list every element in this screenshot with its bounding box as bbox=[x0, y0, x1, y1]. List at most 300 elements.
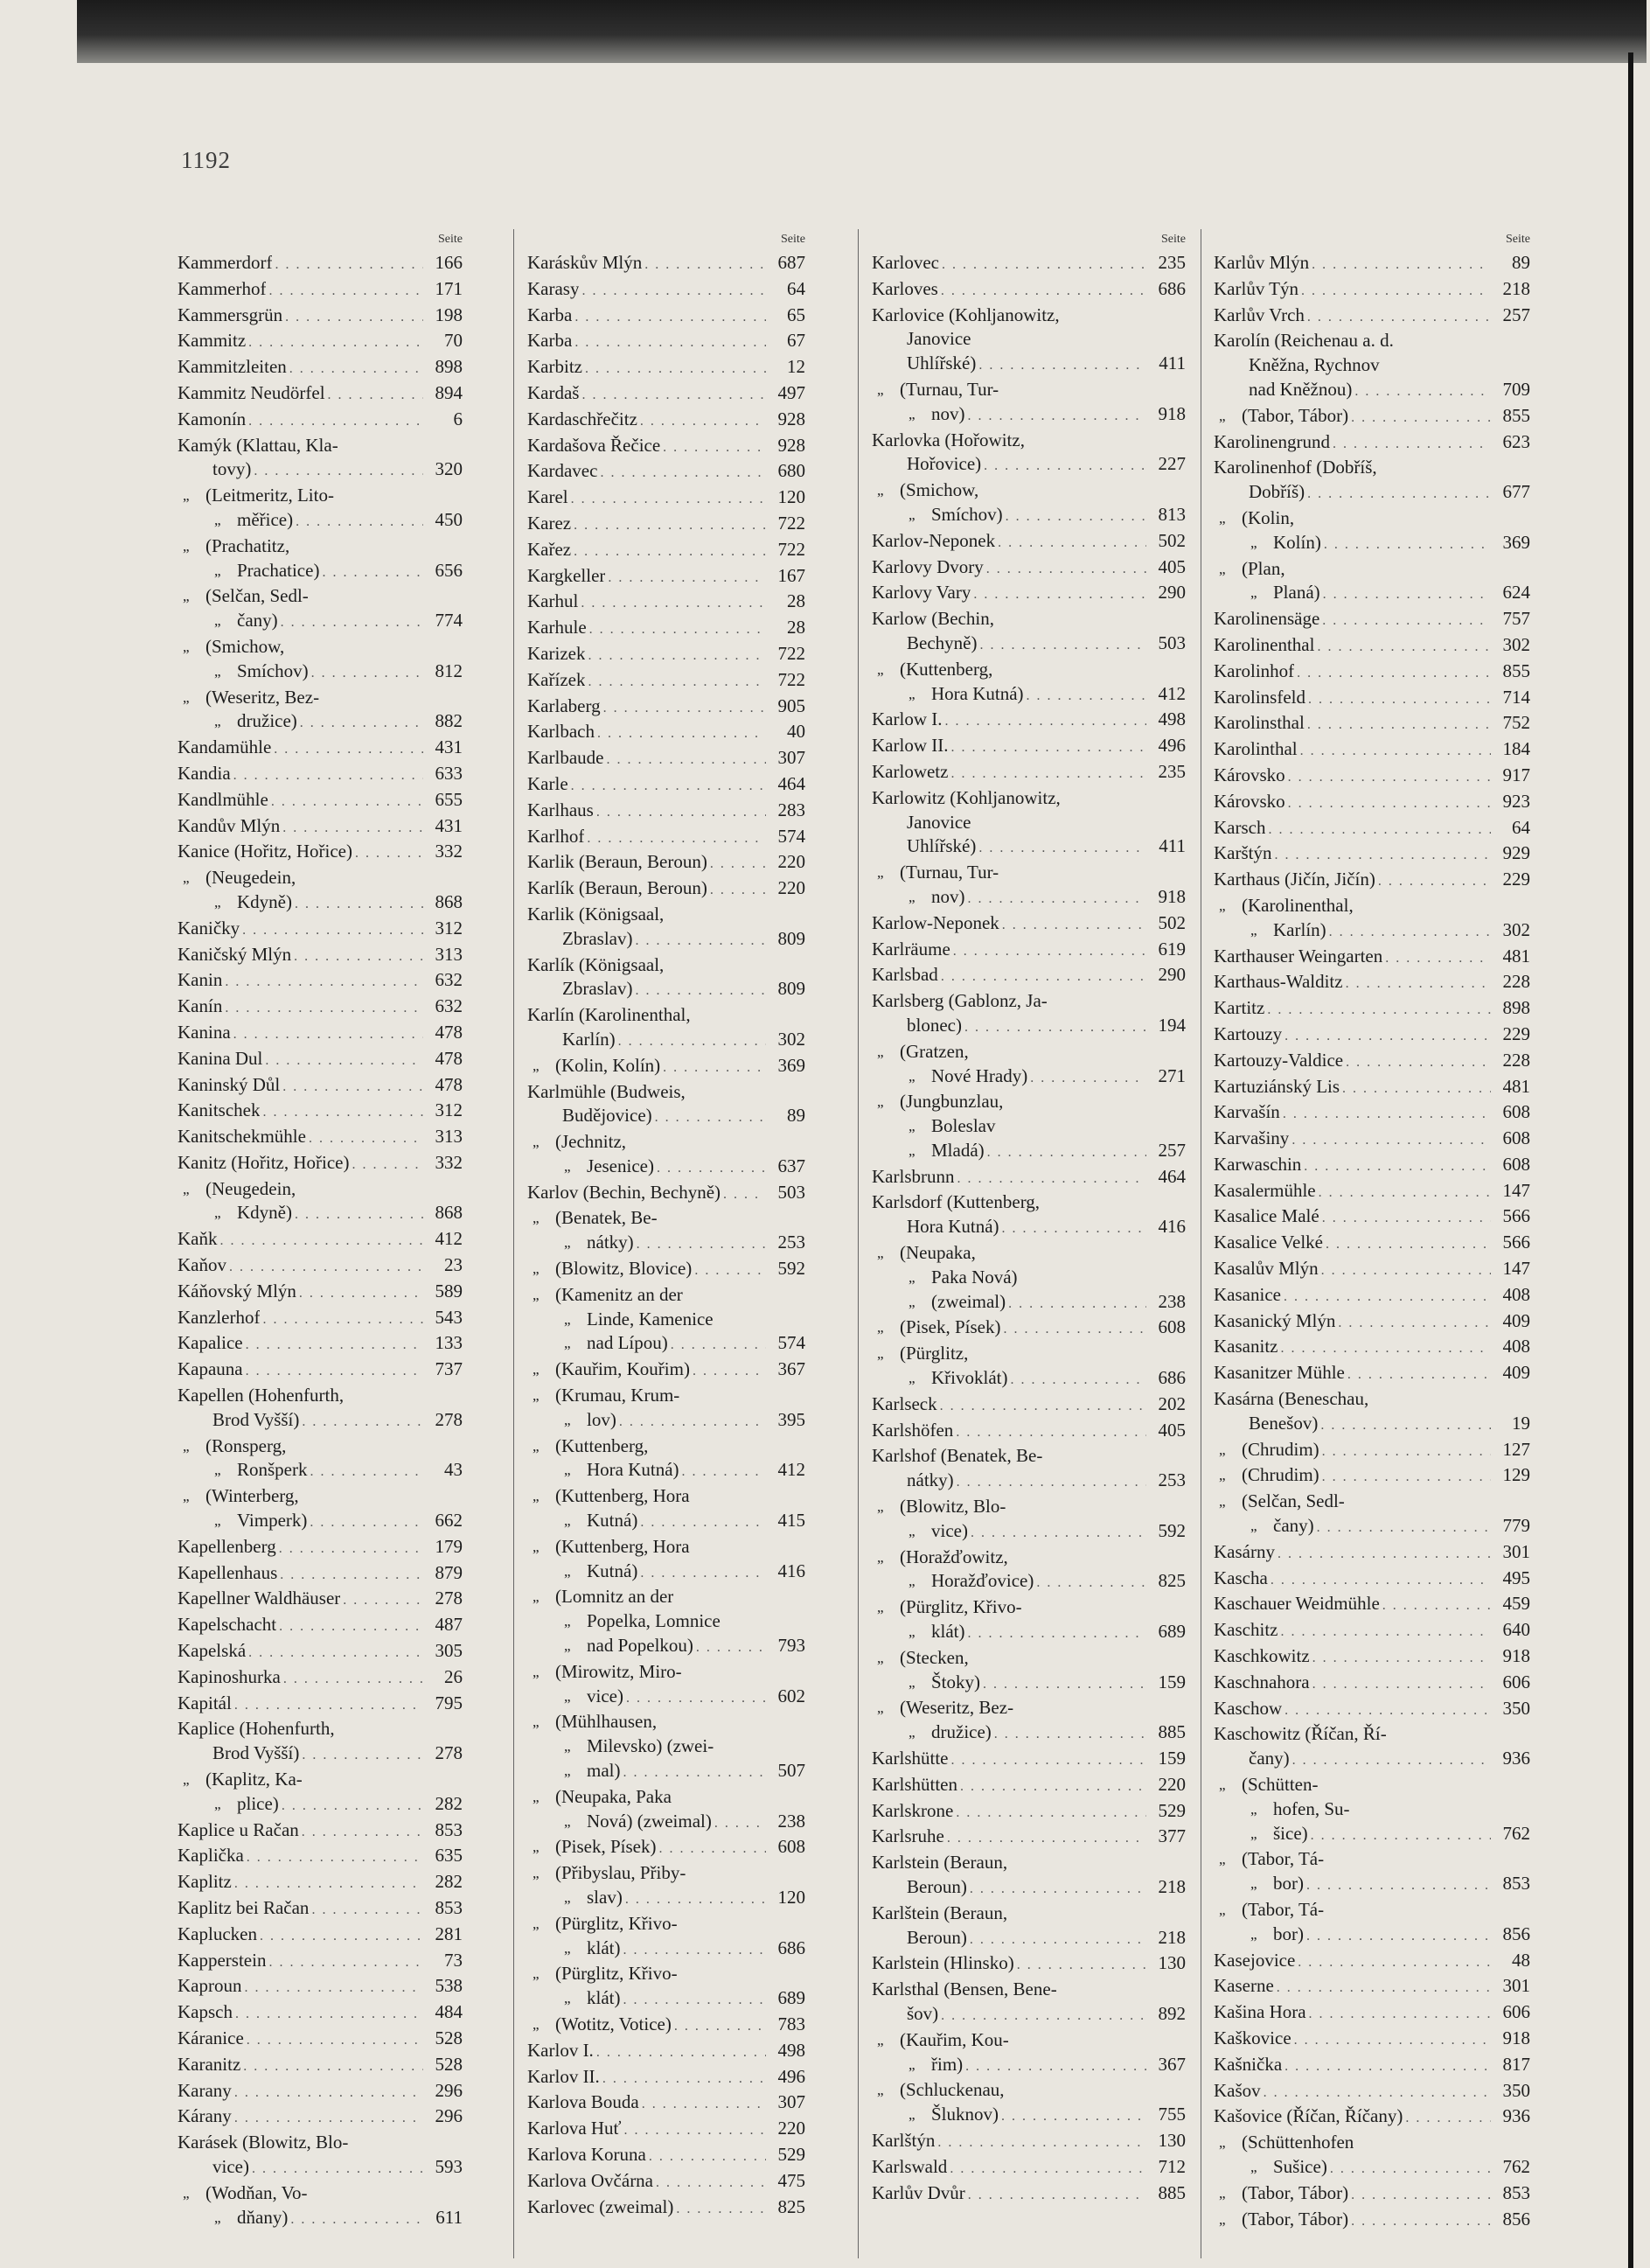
index-entry bbox=[527, 2039, 805, 2065]
index-entry bbox=[872, 555, 1186, 582]
index-entry bbox=[527, 1130, 805, 1155]
leader-dots bbox=[978, 836, 1146, 861]
entry-name: Karlsberg (Gablonz, Ja- bbox=[872, 990, 1048, 1012]
page-ref: 412 bbox=[1158, 682, 1186, 704]
index-column-1 bbox=[178, 227, 463, 2231]
entry-name: Kandův Mlýn bbox=[178, 814, 281, 836]
index-entry bbox=[178, 1717, 463, 1741]
page-ref: 147 bbox=[1502, 1258, 1530, 1280]
index-entry bbox=[1214, 1075, 1530, 1101]
page-ref: 416 bbox=[1158, 1216, 1186, 1238]
index-entry bbox=[527, 1509, 805, 1535]
page-ref: 312 bbox=[435, 1099, 463, 1121]
page-ref: 26 bbox=[444, 1665, 463, 1687]
page-ref: 662 bbox=[435, 1510, 463, 1532]
entry-name: „ (Horažďowitz, bbox=[900, 1546, 1008, 1567]
page-ref: 677 bbox=[1502, 481, 1530, 503]
leader-dots bbox=[234, 1693, 423, 1718]
entry-name: Kanzlerhof bbox=[178, 1306, 261, 1328]
page-ref: 395 bbox=[777, 1408, 805, 1430]
page-ref: 689 bbox=[1158, 1621, 1186, 1643]
leader-dots bbox=[640, 1511, 766, 1535]
index-entry bbox=[527, 1331, 805, 1357]
page-ref: 487 bbox=[435, 1614, 463, 1636]
leader-dots bbox=[352, 1153, 424, 1177]
entry-name: Karlín) bbox=[562, 1028, 616, 1050]
page-ref: 171 bbox=[435, 277, 463, 299]
leader-dots bbox=[571, 487, 766, 512]
leader-dots bbox=[1347, 1363, 1491, 1387]
entry-name: vice) bbox=[212, 2155, 249, 2177]
index-entry bbox=[527, 590, 805, 616]
entry-name: „ (Neugedein, bbox=[205, 867, 296, 889]
leader-dots bbox=[623, 1938, 766, 1963]
entry-name: Karle bbox=[527, 772, 568, 794]
page-ref: 257 bbox=[1158, 1139, 1186, 1161]
entry-name: Brod Vyšší) bbox=[212, 1408, 300, 1430]
entry-name: „ (Pürglitz, Křivo- bbox=[900, 1596, 1022, 1618]
entry-name: nad Kněžnou) bbox=[1249, 378, 1353, 400]
leader-dots bbox=[234, 2081, 423, 2105]
entry-name: Karlstein (Hlinsko) bbox=[872, 1952, 1014, 1974]
page-ref: 918 bbox=[1158, 885, 1186, 907]
page-ref: 779 bbox=[1502, 1515, 1530, 1537]
page-ref: 218 bbox=[1158, 1926, 1186, 1948]
page-ref: 633 bbox=[435, 762, 463, 784]
index-entry bbox=[1214, 2181, 1530, 2208]
entry-name: Hora Kutná) bbox=[907, 1216, 999, 1238]
page-ref: 70 bbox=[444, 330, 463, 352]
page-ref: 412 bbox=[777, 1459, 805, 1481]
index-entry bbox=[527, 1231, 805, 1257]
page-ref: 367 bbox=[777, 1358, 805, 1380]
page-ref: 503 bbox=[777, 1181, 805, 1203]
entry-name: „ (Kauřim, Kouřim) bbox=[555, 1358, 690, 1380]
page-ref: 623 bbox=[1502, 430, 1530, 452]
entry-name: Kapalice bbox=[178, 1332, 243, 1354]
entry-name: „ (Stecken, bbox=[900, 1646, 969, 1668]
entry-name: Kaplitz bbox=[178, 1871, 232, 1893]
leader-dots bbox=[1323, 583, 1491, 607]
index-entry bbox=[178, 457, 463, 484]
page-ref: 431 bbox=[435, 736, 463, 758]
entry-name: Kaňov bbox=[178, 1254, 226, 1276]
page-ref: 496 bbox=[1158, 735, 1186, 757]
index-entry bbox=[178, 408, 463, 434]
page-ref: 608 bbox=[777, 1836, 805, 1858]
entry-name: „ (Tabor, Tábor) bbox=[1242, 404, 1349, 426]
entry-name: Kapellenberg bbox=[178, 1535, 276, 1557]
entry-name: „ (Mirowitz, Miro- bbox=[555, 1660, 682, 1682]
entry-name: „ řim) bbox=[931, 2053, 964, 2075]
page-ref: 825 bbox=[777, 2195, 805, 2217]
index-entry bbox=[872, 529, 1186, 555]
entry-name: čany) bbox=[1249, 1748, 1290, 1769]
index-entry bbox=[872, 378, 1186, 402]
index-entry bbox=[527, 2013, 805, 2039]
leader-dots bbox=[1346, 972, 1491, 996]
leader-dots bbox=[246, 1359, 423, 1384]
entry-name: Karolinensäge bbox=[1214, 608, 1320, 630]
entry-name: Kapitál bbox=[178, 1692, 232, 1713]
entry-name: „ (Kamenitz an der bbox=[555, 1283, 683, 1305]
page-ref: 795 bbox=[435, 1692, 463, 1713]
entry-name: Karštýn bbox=[1214, 842, 1272, 864]
index-entry bbox=[872, 607, 1186, 632]
leader-dots bbox=[280, 1563, 423, 1588]
entry-name: Károvsko bbox=[1214, 764, 1285, 785]
entry-name: Karlova Bouda bbox=[527, 2091, 639, 2113]
entry-name: Karolinsfeld bbox=[1214, 686, 1305, 708]
entry-name: blonec) bbox=[907, 1014, 962, 1036]
page-ref: 574 bbox=[777, 1332, 805, 1354]
index-entry bbox=[872, 581, 1186, 607]
leader-dots bbox=[657, 1156, 766, 1181]
index-entry bbox=[1214, 1335, 1530, 1361]
index-entry bbox=[872, 352, 1186, 378]
leader-dots bbox=[1326, 1232, 1491, 1257]
leader-dots bbox=[299, 1281, 423, 1306]
index-entry bbox=[872, 2103, 1186, 2129]
page-ref: 484 bbox=[435, 2001, 463, 2023]
leader-dots bbox=[596, 800, 766, 825]
leader-dots bbox=[1284, 1285, 1491, 1309]
index-entry bbox=[178, 635, 463, 659]
index-entry bbox=[1214, 277, 1530, 304]
entry-name: „ Boleslav bbox=[931, 1115, 996, 1137]
entry-name: Karolinsthal bbox=[1214, 712, 1305, 734]
page-ref: 350 bbox=[1502, 1697, 1530, 1719]
page-ref: 159 bbox=[1158, 1671, 1186, 1692]
index-entry bbox=[178, 1306, 463, 1332]
entry-name: Karasy bbox=[527, 277, 580, 299]
entry-name: Kasalův Mlýn bbox=[1214, 1258, 1319, 1280]
leader-dots bbox=[310, 1511, 423, 1535]
leader-dots bbox=[311, 1898, 423, 1923]
index-entry bbox=[872, 1040, 1186, 1064]
page-ref: 686 bbox=[1158, 277, 1186, 299]
entry-name: Kapellenhaus bbox=[178, 1561, 278, 1583]
page-ref: 752 bbox=[1502, 712, 1530, 734]
leader-dots bbox=[295, 892, 423, 917]
seite-header: Seite bbox=[781, 233, 805, 246]
index-entry bbox=[872, 1747, 1186, 1773]
page-ref: 923 bbox=[1502, 790, 1530, 812]
index-entry bbox=[872, 1851, 1186, 1875]
leader-dots bbox=[978, 353, 1146, 378]
leader-dots bbox=[588, 644, 766, 668]
leader-dots bbox=[1288, 792, 1491, 816]
index-entry bbox=[872, 734, 1186, 760]
index-entry bbox=[527, 1886, 805, 1912]
index-entry bbox=[178, 2104, 463, 2131]
leader-dots bbox=[640, 409, 766, 434]
leader-dots bbox=[1267, 998, 1491, 1022]
page-ref: 296 bbox=[435, 2105, 463, 2127]
page-ref: 898 bbox=[1502, 997, 1530, 1019]
page-ref: 722 bbox=[777, 668, 805, 690]
entry-name: „ Smíchov) bbox=[237, 659, 309, 681]
leader-dots bbox=[998, 531, 1146, 555]
entry-name: Karlov (Bechin, Bechyně) bbox=[527, 1181, 721, 1203]
page-ref: 882 bbox=[435, 710, 463, 732]
leader-dots bbox=[1324, 533, 1491, 557]
index-entry bbox=[1214, 404, 1530, 430]
entry-name: „ (Pürglitz, Křivo- bbox=[555, 1912, 678, 1934]
index-entry bbox=[527, 512, 805, 538]
leader-dots bbox=[714, 1811, 766, 1836]
entry-name: „ nátky) bbox=[587, 1232, 634, 1253]
leader-dots bbox=[300, 711, 423, 736]
entry-name: „ Nové Hrady) bbox=[931, 1064, 1028, 1086]
entry-name: Karlštýn bbox=[872, 2129, 936, 2151]
page-ref: 408 bbox=[1502, 1336, 1530, 1357]
index-entry bbox=[1214, 816, 1530, 842]
entry-name: Karizek bbox=[527, 642, 586, 664]
index-entry bbox=[178, 1692, 463, 1718]
page-ref: 813 bbox=[1158, 503, 1186, 525]
index-entry bbox=[178, 1639, 463, 1665]
entry-name: „ (Kuttenberg, Hora bbox=[555, 1535, 690, 1557]
index-entry bbox=[872, 1241, 1186, 1266]
leader-dots bbox=[970, 1877, 1146, 1902]
index-entry bbox=[527, 876, 805, 903]
index-entry bbox=[527, 1785, 805, 1810]
index-entry bbox=[1214, 329, 1530, 353]
leader-dots bbox=[1354, 380, 1491, 404]
page-ref: 120 bbox=[777, 486, 805, 508]
entry-name: Karlův Mlýn bbox=[1214, 252, 1310, 273]
entry-name: Karlsdorf (Kuttenberg, bbox=[872, 1191, 1041, 1213]
index-entry bbox=[527, 825, 805, 851]
entry-name: „ Ronšperk bbox=[237, 1459, 308, 1481]
index-entry bbox=[527, 1458, 805, 1484]
page-ref: 853 bbox=[435, 1897, 463, 1918]
index-entry bbox=[872, 1646, 1186, 1671]
leader-dots bbox=[242, 918, 423, 943]
index-entry bbox=[178, 251, 463, 277]
index-entry bbox=[1214, 1923, 1530, 1949]
entry-name: „ vice) bbox=[587, 1685, 623, 1706]
leader-dots bbox=[602, 2067, 766, 2091]
index-entry bbox=[872, 1090, 1186, 1114]
leader-dots bbox=[970, 1928, 1146, 1952]
entry-name: „ nad Lípou) bbox=[587, 1332, 668, 1354]
leader-dots bbox=[694, 1259, 766, 1283]
entry-name: „ měřice) bbox=[237, 508, 294, 530]
entry-name: „ lov) bbox=[587, 1408, 616, 1430]
leader-dots bbox=[309, 1127, 423, 1151]
entry-name: „ (Wotitz, Votice) bbox=[555, 2013, 672, 2034]
index-entry bbox=[527, 304, 805, 330]
page-ref: 133 bbox=[435, 1332, 463, 1354]
page-ref: 147 bbox=[1502, 1179, 1530, 1201]
entry-name: „ (Leitmeritz, Lito- bbox=[205, 485, 334, 506]
index-entry bbox=[1214, 2155, 1530, 2181]
entry-name: „ Kolín) bbox=[1273, 531, 1321, 553]
leader-dots bbox=[950, 736, 1146, 760]
page-ref: 307 bbox=[777, 2091, 805, 2113]
entry-name: Janovice bbox=[907, 811, 971, 833]
index-entry bbox=[178, 917, 463, 943]
entry-name: nátky) bbox=[907, 1469, 954, 1491]
index-entry bbox=[178, 1509, 463, 1535]
leader-dots bbox=[1346, 1050, 1491, 1075]
index-entry bbox=[527, 668, 805, 694]
leader-dots bbox=[1342, 1077, 1491, 1101]
index-entry bbox=[872, 1290, 1186, 1316]
page-ref: 12 bbox=[787, 356, 805, 378]
entry-name: „ (Selčan, Sedl- bbox=[1242, 1490, 1345, 1512]
entry-name: „ (Wodňan, Vo- bbox=[205, 2181, 308, 2203]
leader-dots bbox=[574, 540, 766, 564]
entry-name: „ Vimperk) bbox=[237, 1510, 308, 1532]
page-ref: 809 bbox=[777, 978, 805, 1000]
leader-dots bbox=[1275, 843, 1492, 868]
page-ref: 350 bbox=[1502, 2079, 1530, 2101]
index-entry bbox=[527, 1155, 805, 1181]
index-entry bbox=[527, 434, 805, 460]
entry-name: Karlow (Bechin, bbox=[872, 608, 994, 630]
index-entry bbox=[1214, 1283, 1530, 1309]
index-entry bbox=[1214, 1179, 1530, 1205]
entry-name: „ (Smichow, bbox=[900, 479, 979, 501]
entry-name: Karolinenhof (Dobříš, bbox=[1214, 457, 1377, 478]
index-entry bbox=[872, 1392, 1186, 1419]
leader-dots bbox=[248, 1641, 423, 1665]
leader-dots bbox=[1312, 1672, 1491, 1697]
entry-name: Karlovy Vary bbox=[872, 582, 971, 604]
leader-dots bbox=[710, 852, 766, 876]
index-entry bbox=[872, 277, 1186, 304]
page-ref: 409 bbox=[1502, 1362, 1530, 1384]
page-ref: 868 bbox=[435, 890, 463, 912]
page-ref: 313 bbox=[435, 943, 463, 965]
leader-dots bbox=[1030, 1066, 1146, 1091]
entry-name: „ Štoky) bbox=[931, 1671, 981, 1692]
index-entry bbox=[527, 1912, 805, 1937]
index-entry bbox=[1214, 737, 1530, 764]
index-entry bbox=[872, 1978, 1186, 2002]
leader-dots bbox=[973, 583, 1146, 607]
entry-name: „ (Plan, bbox=[1242, 557, 1285, 579]
index-entry bbox=[872, 1620, 1186, 1646]
index-entry bbox=[527, 538, 805, 564]
entry-name: Karlshütte bbox=[872, 1748, 949, 1769]
page-top-shadow bbox=[77, 0, 1647, 63]
leader-dots bbox=[1321, 1259, 1491, 1283]
leader-dots bbox=[1008, 1292, 1146, 1316]
page-ref: 48 bbox=[1512, 1949, 1530, 1971]
entry-name: Kandamühle bbox=[178, 736, 272, 758]
leader-dots bbox=[1322, 1206, 1491, 1231]
page-ref: 481 bbox=[1502, 1075, 1530, 1097]
page-ref: 218 bbox=[1502, 277, 1530, 299]
entry-name: „ Popelka, Lomnice bbox=[587, 1610, 721, 1632]
index-entry bbox=[527, 1810, 805, 1836]
index-entry bbox=[527, 485, 805, 512]
page-ref: 853 bbox=[435, 1818, 463, 1840]
entry-name: „ (Pisek, Písek) bbox=[900, 1316, 1001, 1338]
entry-name: Kapperstein bbox=[178, 1949, 267, 1971]
leader-dots bbox=[1283, 1102, 1491, 1127]
index-entry bbox=[1214, 1697, 1530, 1723]
leader-dots bbox=[285, 305, 423, 330]
index-entry bbox=[178, 1535, 463, 1561]
leader-dots bbox=[252, 2157, 423, 2181]
index-entry bbox=[1214, 1231, 1530, 1257]
entry-name: Zbraslav) bbox=[562, 927, 633, 949]
entry-name: „ Mladá) bbox=[931, 1139, 985, 1161]
entry-name: „ (Přibyslau, Přiby- bbox=[555, 1862, 686, 1884]
page-ref: 885 bbox=[1158, 2181, 1186, 2203]
entry-name: „ bor) bbox=[1273, 1873, 1304, 1895]
entry-name: Karlštein (Beraun, bbox=[872, 1902, 1008, 1923]
leader-dots bbox=[979, 633, 1146, 658]
entry-name: Kamonín bbox=[178, 408, 247, 429]
leader-dots bbox=[1378, 869, 1491, 894]
index-entry bbox=[178, 1357, 463, 1384]
entry-name: „ (Schüttenhofen bbox=[1242, 2132, 1354, 2153]
entry-name: Karhul bbox=[527, 590, 579, 612]
leader-dots bbox=[290, 2208, 423, 2232]
entry-name: Kašovice (Říčan, Říčany) bbox=[1214, 2105, 1403, 2127]
index-entry bbox=[178, 2027, 463, 2053]
index-entry bbox=[1214, 1387, 1530, 1412]
index-entry bbox=[178, 2053, 463, 2079]
index-entry bbox=[872, 885, 1186, 911]
index-entry bbox=[527, 1080, 805, 1105]
leader-dots bbox=[283, 1667, 423, 1692]
entry-name: Kaplička bbox=[178, 1845, 244, 1867]
leader-dots bbox=[971, 1521, 1146, 1546]
entry-name: „ (Blowitz, Blo- bbox=[900, 1496, 1006, 1518]
entry-name: Kandia bbox=[178, 762, 231, 784]
index-entry bbox=[527, 1104, 805, 1130]
index-entry bbox=[178, 1384, 463, 1408]
index-entry bbox=[872, 938, 1186, 964]
leader-dots bbox=[956, 1420, 1146, 1445]
index-entry bbox=[872, 632, 1186, 658]
page-ref: 774 bbox=[435, 610, 463, 632]
index-entry bbox=[1214, 430, 1530, 457]
entry-name: „ klát) bbox=[931, 1621, 965, 1643]
leader-dots bbox=[244, 1976, 423, 2000]
page-ref: 507 bbox=[777, 1760, 805, 1782]
leader-dots bbox=[671, 1333, 766, 1357]
index-column-2 bbox=[527, 227, 805, 2221]
leader-dots bbox=[1320, 1413, 1491, 1438]
page-ref: 608 bbox=[1502, 1153, 1530, 1175]
leader-dots bbox=[596, 2041, 766, 2065]
index-entry bbox=[872, 1546, 1186, 1570]
index-entry bbox=[178, 1201, 463, 1227]
entry-name: Kardaš bbox=[527, 381, 580, 403]
leader-dots bbox=[941, 2004, 1146, 2028]
entry-name: „ (Mühlhausen, bbox=[555, 1711, 658, 1733]
page-ref: 498 bbox=[1158, 708, 1186, 730]
page-ref: 73 bbox=[444, 1949, 463, 1971]
index-entry bbox=[872, 2078, 1186, 2103]
index-entry bbox=[527, 408, 805, 434]
entry-name: Brod Vyšší) bbox=[212, 1742, 300, 1764]
page-ref: 905 bbox=[777, 694, 805, 716]
page-ref: 301 bbox=[1502, 1540, 1530, 1562]
index-entry bbox=[1214, 557, 1530, 582]
index-entry bbox=[527, 1986, 805, 2013]
entry-name: Kapelská bbox=[178, 1640, 247, 1662]
leader-dots bbox=[603, 696, 766, 721]
